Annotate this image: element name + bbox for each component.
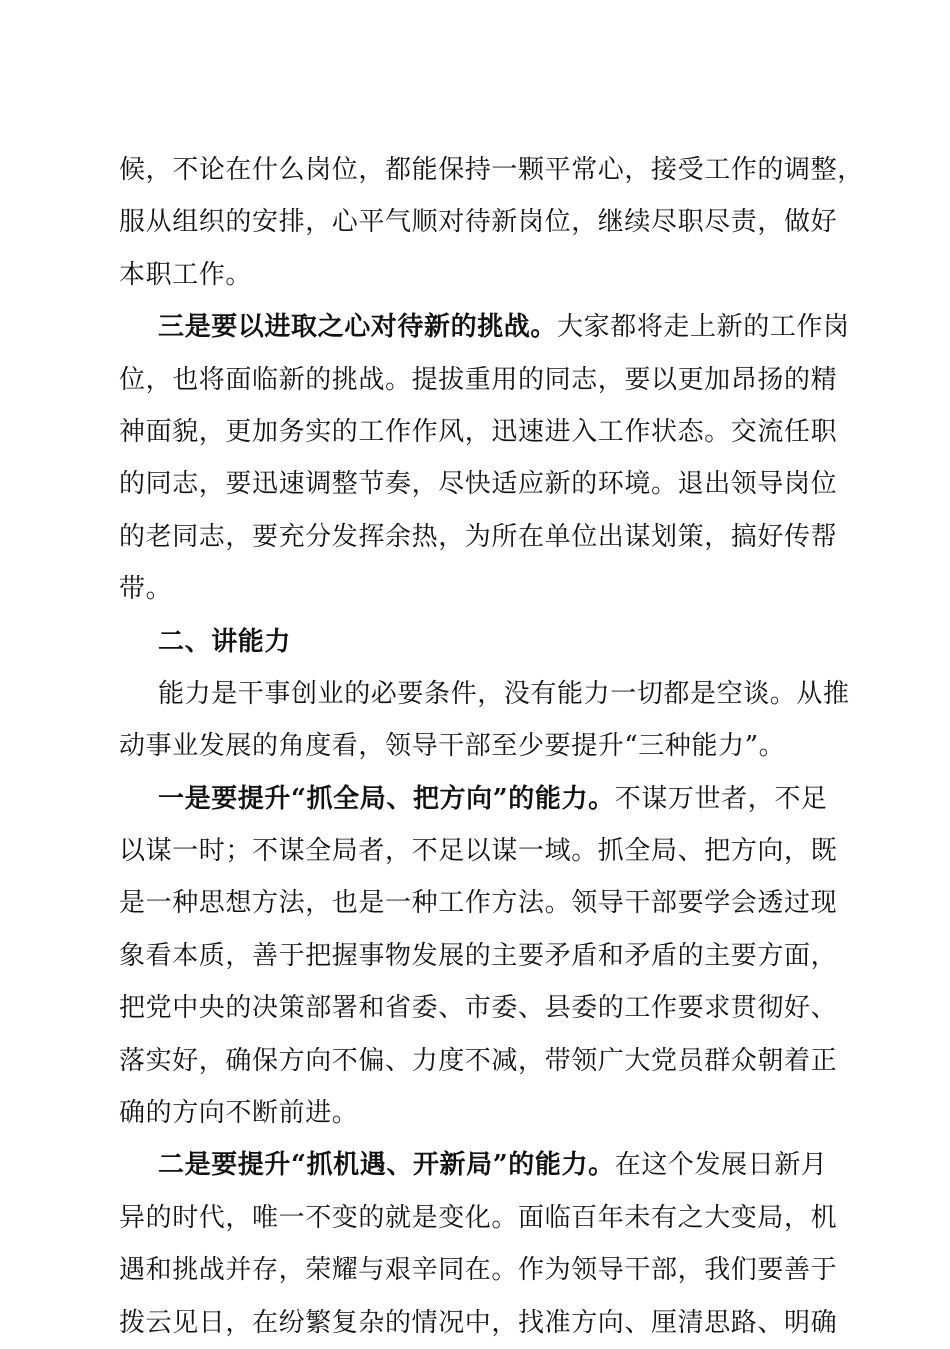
text-line: 位，也将面临新的挑战。提拔重用的同志，要以更加昂扬的精	[119, 364, 838, 395]
text-line: 把党中央的决策部署和省委、市委、县委的工作要求贯彻好、	[119, 993, 838, 1024]
text-line: 候，不论在什么岗位，都能保持一颗平常心，接受工作的调整，	[119, 155, 864, 185]
text-line: 落实好，确保方向不偏、力度不减，带领广大党员群众朝着正	[119, 1045, 838, 1076]
text-line: 遇和挑战并存，荣耀与艰辛同在。作为领导干部，我们要善于	[119, 1255, 838, 1286]
text-line: 象看本质，善于把握事物发展的主要矛盾和矛盾的主要方面，	[119, 940, 838, 971]
paragraph-text: 不谋万世者，不足	[614, 783, 828, 814]
paragraph-lead: 一是要提升“抓全局、把方向”的能力。	[158, 783, 615, 814]
text-line: 是一种思想方法，也是一种工作方法。领导干部要学会透过现	[119, 888, 838, 919]
document-body	[119, 144, 864, 1349]
paragraph-lead: 二是要提升“抓机遇、开新局”的能力。	[158, 1150, 615, 1181]
text-line: 异的时代，唯一不变的就是变化。面临百年未有之大变局，机	[119, 1202, 838, 1233]
text-line: 的同志，要迅速调整节奏，尽快适应新的环境。退出领导岗位	[119, 469, 838, 500]
text-line: 带。	[119, 574, 173, 605]
text-line: 以谋一时；不谋全局者，不足以谋一域。抓全局、把方向，既	[119, 836, 838, 867]
paragraph-three-first-line	[119, 301, 850, 353]
text-line: 的老同志，要充分发挥余热，为所在单位出谋划策，搞好传帮	[119, 521, 838, 552]
paragraph-lead: 三是要以进取之心对待新的挑战。	[158, 312, 558, 343]
paragraph-text: 大家都将走上新的工作岗	[557, 312, 850, 343]
section-heading: 二、讲能力	[158, 626, 292, 657]
text-line: 动事业发展的角度看，领导干部至少要提升“三种能力”。	[119, 731, 786, 762]
text-line: 确的方向不断前进。	[119, 1098, 359, 1129]
paragraph-text: 在这个发展日新月	[614, 1150, 828, 1181]
text-line: 神面貌，更加务实的工作作风，迅速进入工作状态。交流任职	[119, 416, 838, 447]
text-line: 服从组织的安排，心平气顺对待新岗位，继续尽职尽责，做好	[119, 207, 838, 238]
paragraph-one-first-line	[119, 773, 829, 825]
text-line: 本职工作。	[119, 259, 253, 290]
text-line: 能力是干事创业的必要条件，没有能力一切都是空谈。从推	[158, 678, 850, 709]
text-line: 拨云见日，在纷繁复杂的情况中，找准方向、厘清思路、明确	[119, 1307, 838, 1338]
paragraph-two-first-line	[119, 1139, 829, 1191]
